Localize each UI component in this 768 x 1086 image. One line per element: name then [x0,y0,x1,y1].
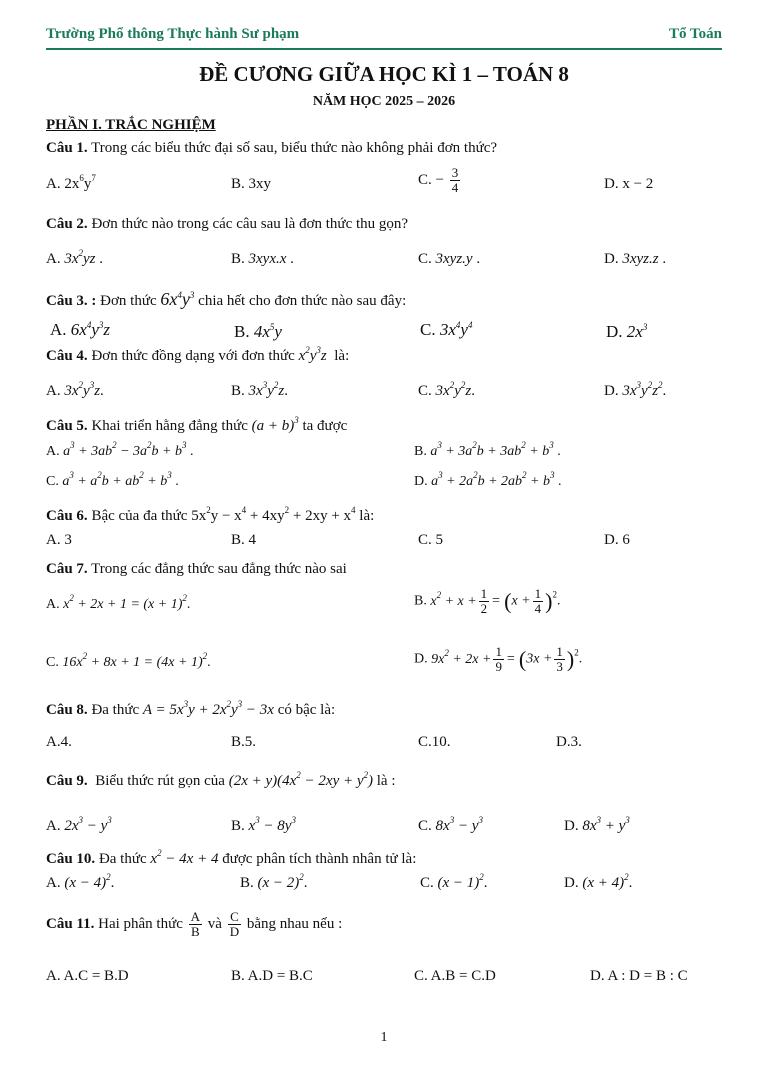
numerator: 1 [534,586,542,601]
denominator: 2 [480,601,488,616]
question-7 [46,561,347,578]
option-label: C. [418,383,432,399]
option-expression: 3xyx.x [248,251,287,267]
question-text: Biểu thức rút gọn của [95,773,225,789]
q10-option-d: D. $(x + 4)^2$. [564,872,633,891]
fraction [450,166,461,195]
question-10: Câu 10. Đa thức $x^2 - 4x + 4$ được phân tích thành nhân tử là: [46,848,417,867]
q6-option-d: D. 6 [604,532,630,548]
question-1 [46,140,497,157]
question-label: Câu 2. [46,216,88,232]
option-label: A. [46,444,60,459]
denominator: 4 [451,180,459,195]
q5-option-b: B. $a^3 + 3a^2b + 3ab^2 + b^3$ . [414,440,561,459]
q11-option-c: C. A.B = C.D [414,968,496,984]
denominator: D [229,924,240,939]
q7-option-c: C. $16x^2 + 8x + 1 = (4x + 1)^2$. [46,651,211,670]
numerator: 1 [495,644,502,659]
q5-option-a: A. $a^3 + 3ab^2 - 3a^2b + b^3$ . [46,440,194,459]
page-number: 1 [380,1030,388,1045]
option-label: B. [234,322,250,341]
question-label: Câu 11. [46,915,95,932]
option-label: A. [46,251,61,267]
question-4: Câu 4. Đơn thức đồng dạng với đơn thức $x^2y^3z$ là: [46,345,350,364]
q1-option-b: B. 3xy [231,176,272,192]
question-text: Hai phân thức [98,915,183,932]
question-text: Đơn thức [100,293,157,309]
question-text: Khai triển hằng đẳng thức [91,418,248,434]
document-subtitle: NĂM HỌC 2025 – 2026 [312,94,456,109]
denominator: 3 [556,659,563,674]
option-label: D. [564,875,579,891]
option-label: B. [231,251,245,267]
q2-option-d: D. 3xyz.z . [604,251,667,267]
q11-option-d: D. A : D = B : C [590,968,688,984]
question-label: Câu 6. [46,508,88,524]
question-text: ta được [302,418,348,434]
option-label: D. [564,818,579,834]
q6-option-a: A. 3 [46,532,72,548]
option-label: C. [418,251,432,267]
option-label: D. [414,474,428,489]
q6-option-c: C. 5 [418,532,444,548]
school-name: Trường Phổ thông Thực hành Sư phạm [46,26,300,42]
question-label: Câu 8. [46,702,88,718]
q8-option-c: C.10. [418,734,451,750]
q4-option-d: D. $3x^3y^2z^2$. [604,380,667,399]
q1-option-c: C. − $\frac{3}{4}$ [418,165,459,195]
department-name: Tổ Toán [669,26,722,42]
fraction [189,910,202,939]
question-2 [46,216,408,233]
q6-option-b: B. 4 [231,532,257,548]
option-label: B. [231,383,245,399]
question-text: Đa thức [91,702,140,718]
option-label: C. [418,171,436,188]
numerator: 1 [480,586,488,601]
fraction [228,910,241,939]
q3-option-a: A. $6x^4y^3z$ [50,320,110,339]
option-label: C. [46,474,59,489]
q2-option-b: B. 3xyx.x . [231,251,294,267]
q10-option-b: B. $(x - 2)^2$. [240,872,308,891]
q2-option-a: A. $3x^2yz$ . [46,248,104,267]
q7-option-a: A. $x^2 + 2x + 1 = (x + 1)^2$. [46,593,191,612]
question-label: Câu 7. [46,561,88,577]
q10-option-a: A. $(x - 4)^2$. [46,872,115,891]
question-text: là: [359,508,375,524]
q8-option-a: A.4. [46,734,72,750]
conjunction: và [207,915,222,932]
q9-option-c: C. $8x^3 - y^3$ [418,815,483,834]
q1-option-a: A. $2x^6y^7$ [46,173,96,192]
option-label: A. [46,597,60,612]
question-text: Bậc của đa thức [91,508,188,524]
option-label: C. [418,818,432,834]
question-text: là: [334,348,350,364]
fraction [479,587,490,616]
q7-option-d: D. $9x^2 + 2x$ + $\frac{1}{9}$ = (3x + $\frac{1}{3}$ )$^2$. [414,644,583,674]
denominator: 4 [534,601,542,616]
question-text: có bậc là: [277,702,336,718]
q3-option-b: B. $4x^5y$ [234,322,282,341]
fraction [554,645,565,674]
question-label: Câu 4. [46,348,88,364]
option-label: D. [606,322,623,341]
q4-option-c: C. $3x^2y^2z$. [418,380,475,399]
q5-option-c: C. $a^3 + a^2b + ab^2 + b^3$ . [46,470,179,489]
denominator: 9 [495,659,502,674]
q9-option-d: D. $8x^3 + y^3$ [564,815,630,834]
question-text: bằng nhau nếu : [246,915,343,932]
denominator: B [191,924,200,939]
option-label: A. [46,383,61,399]
option-label: C. [46,655,59,670]
numerator: 1 [556,644,563,659]
q8-option-d: D.3. [556,734,582,750]
option-label: D. [604,383,619,399]
option-label: A. [46,818,61,834]
q4-option-b: B. $3x^3y^2z$. [231,380,288,399]
option-label: B. [240,875,254,891]
question-label: Câu 10. [46,851,96,867]
numerator: 3 [451,165,459,180]
fraction [493,645,504,674]
question-9: Câu 9. Biểu thức rút gọn của $(2x + y)(4x^2 - 2xy + y^2)$ là : [46,770,396,789]
question-5: Câu 5. Khai triển hằng đẳng thức $(a + b)^3$ ta được [46,415,348,434]
question-text: là : [376,773,396,789]
q9-option-a: A. $2x^3 - y^3$ [46,815,112,834]
question-3: Câu 3. : Đơn thức $6x^4y^3$ chia hết cho đơn thức nào sau đây: [46,289,407,309]
numerator: C [228,910,241,925]
question-label: Câu 1. [46,140,88,156]
q3-option-c: C. $3x^4y^4$ [420,320,473,339]
question-11 [46,910,342,939]
question-text: Trong các đẳng thức sau đẳng thức nào sai [91,561,347,577]
question-6: Câu 6. Bậc của đa thức $5x^2y - x^4 + 4xy^2 + 2xy + x^4$ là: [46,505,375,524]
fraction [533,587,544,616]
q7-option-b: B. $x^2 + x$ + $\frac{1}{2}$ = (x + $\frac{1}{4}$ )$^2$. [414,586,561,616]
numerator: A [190,909,201,924]
q4-option-a: A. $3x^2y^3z$. [46,380,104,399]
question-label: Câu 9. [46,773,88,789]
option-label: B. [231,818,245,834]
q11-option-a: A. A.C = B.D [46,968,129,984]
question-text: chia hết cho đơn thức nào sau đây: [198,293,407,309]
q5-option-d: D. $a^3 + 2a^2b + 2ab^2 + b^3$ . [414,470,562,489]
question-text: được phân tích thành nhân tử là: [222,851,417,867]
document-title: ĐỀ CƯƠNG GIỮA HỌC KÌ 1 – TOÁN 8 [199,62,569,86]
option-label: A. [50,320,67,339]
q10-option-c: C. $(x - 1)^2$. [420,872,488,891]
q2-option-c: C. 3xyz.y . [418,251,481,267]
part-heading: PHẦN I. TRẮC NGHIỆM [46,117,216,133]
option-expression: 3xyz.y [435,251,473,267]
option-label: D. [604,251,619,267]
option-label: B. [414,593,427,609]
q11-option-b: B. A.D = B.C [231,968,313,984]
q1-option-d: D. x − 2 [604,176,654,192]
question-text: Trong các biểu thức đại số sau, biểu thức nào không phải đơn thức? [91,140,498,156]
question-label: Câu 5. [46,418,88,434]
question-text: Đơn thức đồng dạng với đơn thức [91,348,295,364]
q3-option-d: D. $2x^3$ [606,322,648,341]
q8-option-b: B.5. [231,734,257,750]
question-label: Câu 3. : [46,293,97,309]
q9-option-b: B. $x^3 - 8y^3$ [231,815,296,834]
page-header [46,26,722,50]
question-text: Đa thức [98,851,147,867]
option-label: C. [420,875,434,891]
option-label: A. [46,176,65,192]
option-label: D. [414,651,428,667]
option-label: B. [414,444,427,459]
option-label: C. [420,320,436,339]
option-expression: 3xyz.z [622,251,659,267]
question-8: Câu 8. Đa thức $A = 5x^3y + 2x^2y^3 - 3x$ có bậc là: [46,699,336,718]
question-text: Đơn thức nào trong các câu sau là đơn thức thu gọn? [91,216,409,232]
option-label: A. [46,875,61,891]
